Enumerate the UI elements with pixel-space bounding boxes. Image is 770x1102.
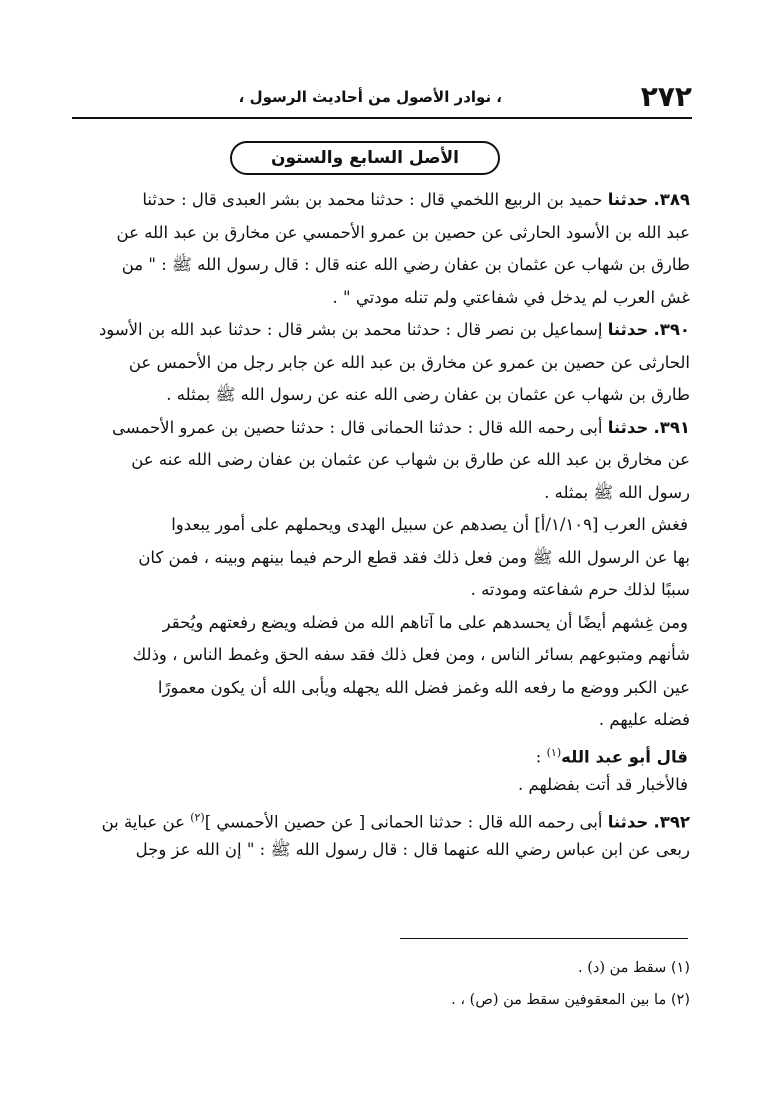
text-line — [76, 444, 690, 477]
line-text: أبى رحمه الله قال : حدثنا الحمانى قال : حدثنا حصين بن عمرو الأحمسى — [111, 417, 603, 437]
text-line — [76, 477, 690, 510]
line-text: عن مخارق بن عبد الله عن طارق بن شهاب عن عثمان بن عفان رضى الله عنه عن — [131, 450, 690, 469]
running-title: ، نوادر الأصول من أحاديث الرسول ، — [238, 88, 502, 106]
running-header — [72, 80, 692, 114]
text-line — [76, 639, 690, 672]
line-text: فضله عليهم . — [598, 710, 690, 729]
line-text: عن عباية بن — [101, 812, 191, 831]
line-text: بها عن الرسول الله ﷺ ومن فعل ذلك فقد قطع الرحم فيما بينهم وبينه ، فمن كان — [138, 547, 690, 567]
line-text: الحارثى عن حصين بن عمرو عن مخارق بن عبد الله عن جابر رجل من الأحمس عن — [128, 352, 690, 372]
hadith-number: ٣٩٠. — [653, 320, 690, 339]
haddathana-lead: حدثنا — [607, 417, 649, 437]
line-text: ربعى عن ابن عباس رضي الله عنهما قال : قال رسول الله ﷺ : " إن الله عز وجل — [135, 840, 690, 859]
text-line — [76, 379, 690, 412]
line-text: شأنهم ومتبوعهم بسائر الناس ، ومن فعل ذلك فقد سفه الحق وغمط الناس ، وذلك — [132, 645, 690, 664]
line-text: طارق بن شهاب عن عثمان بن عفان رضي الله عنه قال : قال رسول الله ﷺ : " من — [121, 255, 690, 274]
line-text: أبى رحمه الله قال : حدثنا الحمانى [ عن حصين الأحمسي ] — [204, 812, 603, 831]
line-text: حميد بن الربيع اللخمي قال : حدثنا محمد بن بشر العبدى قال : حدثنا — [142, 190, 603, 209]
line-text: فالأخبار قد أتت بفضلهم . — [518, 775, 688, 794]
text-line — [76, 542, 690, 575]
line-text: فغش العرب [١/١٠٩/أ] أن يصدهم عن سبيل الهدى ويحملهم على أمور يبعدوا — [171, 515, 688, 534]
line-text: غش العرب لم يدخل في شفاعتي ولم تنله مودتي " . — [332, 287, 690, 307]
haddathana-lead: حدثنا — [607, 190, 649, 209]
haddathana-lead: حدثنا — [607, 812, 649, 831]
footnote-number: (١) — [670, 960, 690, 976]
abu-abdullah-label: قال أبو عبد الله — [561, 747, 688, 766]
page-number: ٢٧٢ — [640, 80, 692, 113]
footnote-ref[interactable]: (١) — [546, 745, 562, 759]
text-line — [76, 217, 690, 250]
line-text: عبد الله بن الأسود الحارثى عن حصين بن عمرو الأحمسي عن مخارق بن عبد الله عن — [116, 222, 690, 242]
footnote-rule — [400, 938, 688, 939]
haddathana-lead: حدثنا — [607, 320, 649, 339]
line-text: رسول الله ﷺ بمثله . — [544, 482, 690, 502]
hadith-number: ٣٩٢. — [653, 812, 690, 831]
hadith-number: ٣٨٩. — [653, 190, 690, 209]
text-line — [76, 802, 690, 835]
footnote-text: ما بين المعقوفين سقط من (ص) ، . — [451, 992, 667, 1008]
text-line — [76, 607, 690, 640]
footnote-text: سقط من (د) . — [577, 960, 667, 976]
footnote-number: (٢) — [670, 992, 690, 1008]
text-line — [76, 704, 690, 737]
footnote-ref[interactable]: (٢) — [190, 810, 205, 824]
chapter-title: الأصل السابع والستون — [230, 141, 500, 175]
text-line — [76, 574, 690, 607]
line-text: سببًا لذلك حرم شفاعته ومودته . — [470, 580, 690, 599]
line-text: : — [535, 747, 547, 766]
header-rule — [72, 117, 692, 119]
footnotes — [200, 952, 690, 1016]
text-line — [76, 412, 690, 445]
footnote — [200, 984, 690, 1016]
text-line — [76, 509, 690, 542]
line-text: إسماعيل بن نصر قال : حدثنا محمد بن بشر قال : حدثنا عبد الله بن الأسود — [98, 320, 603, 339]
text-line — [76, 672, 690, 705]
text-line — [76, 737, 690, 770]
text-line — [76, 314, 690, 347]
text-line — [76, 249, 690, 282]
text-line — [76, 184, 690, 217]
hadith-number: ٣٩١. — [653, 417, 690, 437]
body-text — [76, 184, 690, 867]
line-text: عين الكبر ووضع ما رفعه الله وغمز فضل الله يجهله ويأبى الله أن يكون معمورًا — [157, 677, 690, 697]
text-line — [76, 347, 690, 380]
line-text: ومن غِشهم أيضًا أن يحسدهم على ما آتاهم الله من فضله ويضع رفعتهم ويُحقر — [162, 612, 688, 632]
text-line — [76, 834, 690, 867]
text-line — [76, 282, 690, 315]
text-line — [76, 769, 690, 802]
line-text: طارق بن شهاب عن عثمان بن عفان رضى الله عنه عن رسول الله ﷺ بمثله . — [166, 385, 690, 404]
footnote — [200, 952, 690, 984]
